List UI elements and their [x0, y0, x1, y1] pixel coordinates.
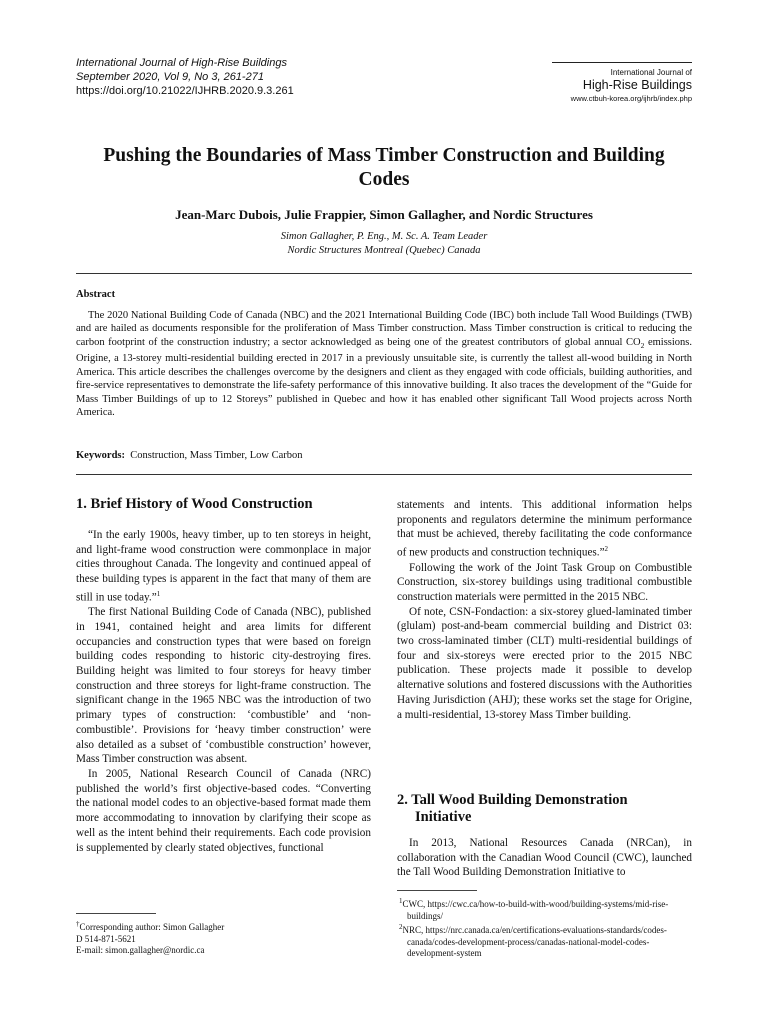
footnote-rule: [76, 913, 156, 914]
paper-title: Pushing the Boundaries of Mass Timber Construction and Building Codes: [103, 145, 665, 190]
corresponding-author: [76, 919, 371, 934]
logo-line1: International Journal of: [610, 68, 692, 77]
footnote-2-mark: 2: [399, 923, 403, 931]
journal-issue: September 2020, Vol 9, No 3, 261-271: [76, 71, 264, 83]
section1-paragraph: [397, 498, 692, 561]
divider-bottom: [76, 474, 692, 475]
keywords: [76, 450, 303, 461]
divider-top: [76, 273, 692, 274]
affiliation-line2: Nordic Structures Montreal (Quebec) Canada: [287, 244, 481, 256]
affiliation: [76, 230, 692, 257]
abstract-text-a: The 2020 National Building Code of Canada (NBC) and the 2021 International Building Code (IBC) both include Tall Wood Buildings (TWB) and are hailed as documents responsible for the proliferation of Mass Timber construction. Mass Timber construction is critical to reducing the carbon footprint of the construction industry; a sector acknowledged as being one of the greatest contributors of global annual CO: [76, 310, 692, 348]
footnote-1-link[interactable]: CWC, https://cwc.ca/how-to-build-with-wood/building-systems/mid-rise-buildings/: [402, 899, 669, 921]
phone: D 514-871-5621: [76, 933, 136, 944]
section1-paragraph: Following the work of the Joint Task Group on Combustible Construction, six-storey buildings using traditional combustible construction materials were permitted in the 2015 NBC.: [397, 561, 692, 603]
footnote-rule: [397, 890, 477, 891]
author-list: Jean-Marc Dubois, Julie Frappier, Simon Gallagher, and Nordic Structures: [175, 207, 593, 222]
co2-subscript: 2: [640, 340, 645, 350]
section2-body: [397, 836, 692, 880]
corresponding-text: Corresponding author: Simon Gallagher: [79, 922, 225, 932]
dagger-mark: †: [76, 920, 80, 928]
journal-citation: [76, 56, 294, 98]
footnote-2-link[interactable]: NRC, https://nrc.canada.ca/en/certifications-evaluations-standards/codes-canada/codes-development-process/canadas-national-model-codes-development-system: [402, 925, 667, 958]
email[interactable]: E-mail: simon.gallagher@nordic.ca: [76, 945, 205, 955]
right-column: [397, 498, 692, 722]
footnote-ref[interactable]: 1: [156, 589, 161, 598]
logo-line2: High-Rise Buildings: [582, 78, 692, 92]
footnote-1: [397, 896, 697, 922]
abstract-text-b: emissions. Origine, a 13-storey multi-residential building erected in 2017 in a previously unsuitable site, is currently the tallest all-wood building in North America. This article describes the challenges overcome by the designers and client as they engaged with code officials, building authorities, and fire-service representatives to demonstrate the life-safety performance of this innovative building. It also traces the development of the “Guide for Mass Timber Buildings of up to 12 Storeys” published in Quebec and how it has enabled other significant Tall Wood projects across North America.: [76, 336, 693, 418]
abstract-heading: Abstract: [76, 289, 116, 300]
journal-name: International Journal of High-Rise Buildings: [76, 57, 287, 69]
footnote-2: [397, 922, 697, 960]
footnote-1-mark: 1: [399, 897, 403, 905]
keywords-label: Keywords:: [76, 450, 125, 461]
affiliation-line1: Simon Gallagher, P. Eng., M. Sc. A. Team Leader: [280, 231, 488, 242]
section1-p4-text: statements and intents. This additional information helps proponents and regulators determine the minimum performance that must be achieved, thereby facilitating the code conformance of new products and construction techniques.”: [397, 499, 692, 559]
logo-rule: [552, 62, 692, 63]
abstract-text: [76, 309, 692, 419]
journal-logo: [552, 62, 692, 104]
section1-paragraph: In 2005, National Research Council of Canada (NRC) published the world’s first objective-based codes. “Converting the national model codes to an objective-based format made them more accommodating to innovation by clarifying their scope as well as the intent behind their requirements. Each code provision is supplemented by clearly stated objectives, functional: [76, 767, 371, 854]
section1-paragraph: [76, 528, 371, 605]
left-column: [76, 528, 371, 855]
journal-url[interactable]: www.ctbuh-korea.org/ijhrb/index.php: [570, 94, 692, 103]
footnote-ref[interactable]: 2: [604, 545, 609, 554]
section1-paragraph: The first National Building Code of Canada (NBC), published in 1941, contained height and area limits for different occupancies and construction types that were based on foreign building codes responding to historic city-destroying fires. Building height was limited to four storeys for heavy timber construction and three storeys for light-frame construction. The significant change in the 1965 NBC was the introduction of two primary types of construction: ‘combustible’ and ‘non-combustible’. Provisions for ‘heavy timber construction’ were also detailed as a subset of ‘combustible construction’ however, Mass Timber construction was absent.: [76, 606, 371, 766]
section2-heading: [397, 792, 692, 826]
corresponding-author-footnote: [76, 913, 371, 957]
section1-paragraph: Of note, CSN-Fondaction: a six-storey glued-laminated timber (glulam) post-and-beam commercial building and District 03: two cross-laminated timber (CLT) multi-residential buildings of four and six-storeys were erected prior to the 2015 NBC publication. These projects made it possible to develop alternative solutions and fostered discussions with the Authorities Having Jurisdiction (AHJ); these works set the stage for Origine, a multi-residential, 13-storey Mass Timber building.: [397, 605, 692, 721]
reference-footnotes: [397, 890, 697, 960]
section1-p1-text: “In the early 1900s, heavy timber, up to ten storeys in height, and light-frame wood construction were commonplace in major cities throughout Canada. The longevity and continued appeal of these building types is apparent in the fact that many of them are still in use today.”: [76, 529, 371, 604]
section2-heading-line2: Initiative: [415, 809, 472, 825]
doi-link[interactable]: https://doi.org/10.21022/IJHRB.2020.9.3.261: [76, 85, 294, 97]
section2-paragraph: In 2013, National Resources Canada (NRCan), in collaboration with the Canadian Wood Council (CWC), launched the Tall Wood Building Demonstration Initiative to: [397, 837, 692, 879]
keywords-value: Construction, Mass Timber, Low Carbon: [130, 450, 303, 461]
section2-heading-line1: 2. Tall Wood Building Demonstration: [397, 792, 628, 808]
section1-heading: 1. Brief History of Wood Construction: [76, 496, 313, 512]
